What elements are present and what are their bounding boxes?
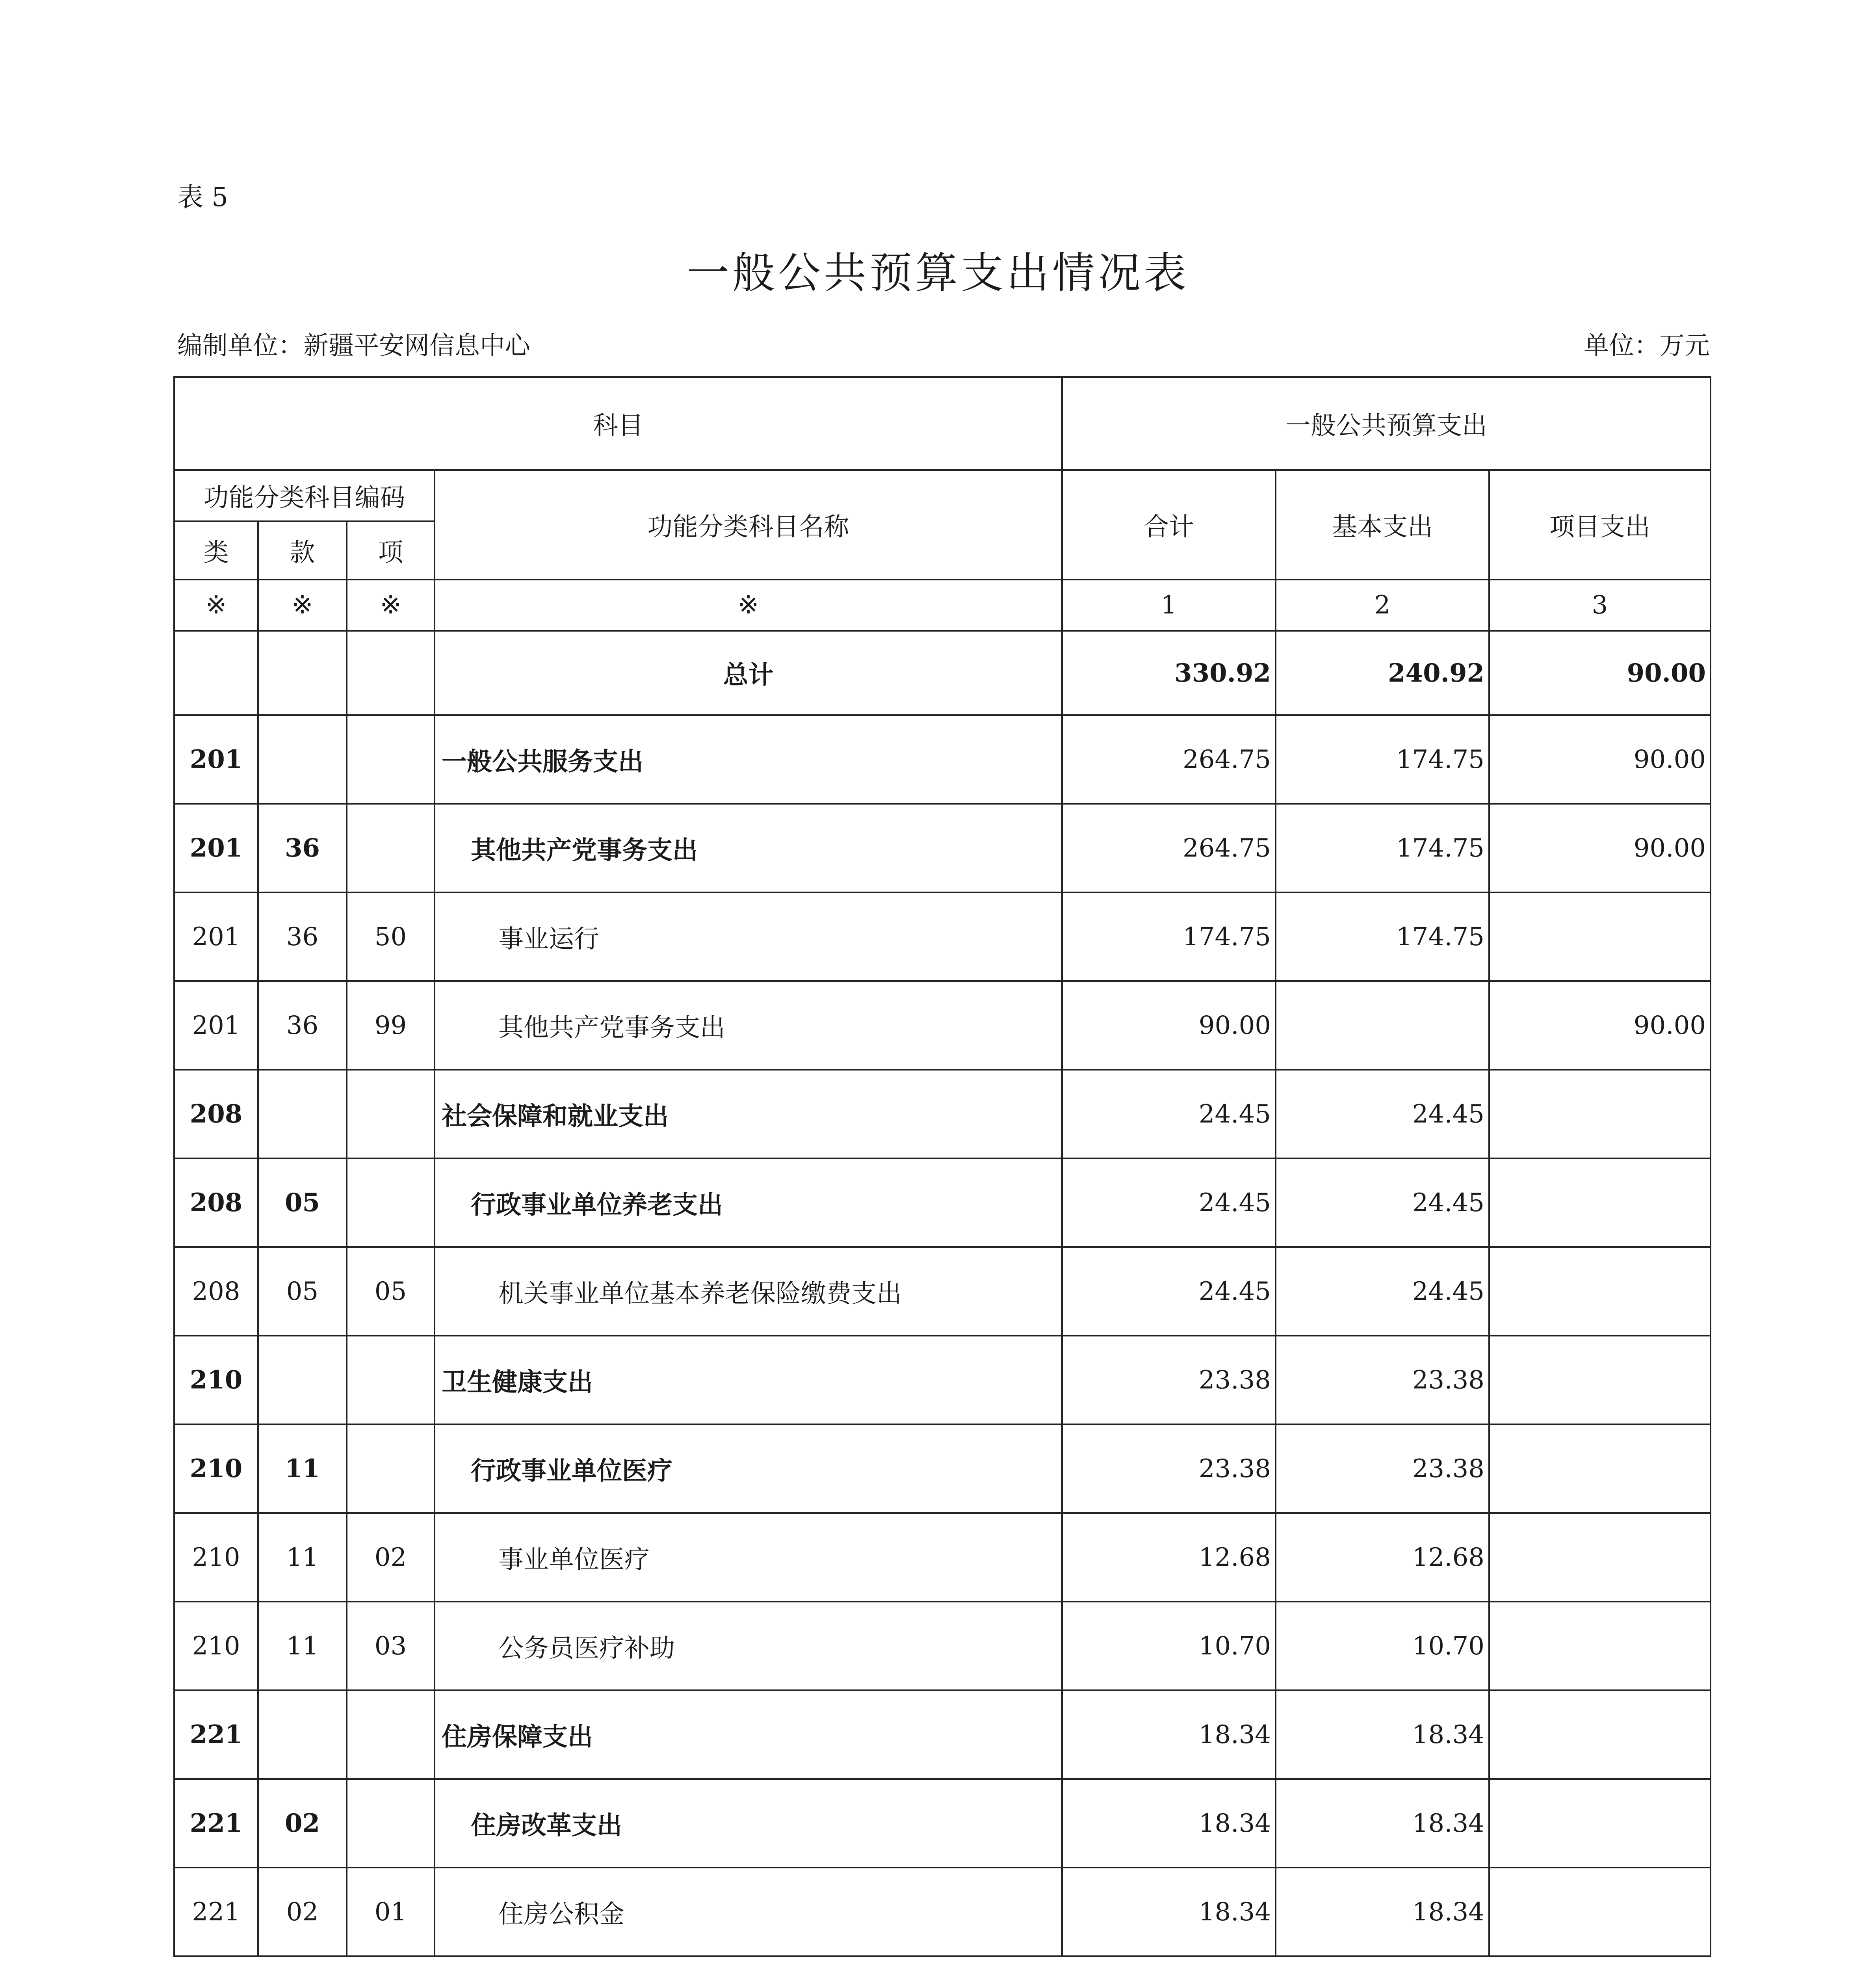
subject-name-cell: 住房保障支出 <box>435 1690 1062 1779</box>
header-kuan: 款 <box>258 521 347 580</box>
total-cell: 18.34 <box>1062 1779 1276 1868</box>
header-row-1 <box>174 377 1711 470</box>
basic-cell: 18.34 <box>1276 1779 1489 1868</box>
code-lei-cell: 221 <box>174 1779 258 1868</box>
basic-cell <box>1276 981 1489 1070</box>
basic-cell: 23.38 <box>1276 1424 1489 1513</box>
header-row-2 <box>174 470 1711 521</box>
total-cell: 24.45 <box>1062 1158 1276 1247</box>
code-kuan-cell <box>258 715 347 804</box>
basic-cell: 24.45 <box>1276 1247 1489 1336</box>
header-subject-name: 功能分类科目名称 <box>435 470 1062 580</box>
code-xiang-cell: 01 <box>347 1868 435 1956</box>
basic-cell: 24.45 <box>1276 1070 1489 1158</box>
subject-name-cell: 事业单位医疗 <box>435 1513 1062 1602</box>
basic-cell: 12.68 <box>1276 1513 1489 1602</box>
basic-cell: 18.34 <box>1276 1690 1489 1779</box>
table-row <box>174 1868 1711 1956</box>
code-xiang-cell <box>347 715 435 804</box>
header-basic: 基本支出 <box>1276 470 1489 580</box>
subject-name-cell: 行政事业单位养老支出 <box>435 1158 1062 1247</box>
code-lei-cell: 201 <box>174 804 258 892</box>
total-cell: 18.34 <box>1062 1868 1276 1956</box>
summary-xiang <box>347 631 435 715</box>
basic-cell: 18.34 <box>1276 1868 1489 1956</box>
basic-cell: 23.38 <box>1276 1336 1489 1424</box>
column-index-row <box>174 580 1711 631</box>
code-xiang-cell <box>347 1690 435 1779</box>
subject-name-cell: 住房改革支出 <box>435 1779 1062 1868</box>
subject-name-cell: 社会保障和就业支出 <box>435 1070 1062 1158</box>
project-cell: 90.00 <box>1489 981 1711 1070</box>
basic-cell: 174.75 <box>1276 892 1489 981</box>
table-row <box>174 1158 1711 1247</box>
basic-cell: 174.75 <box>1276 715 1489 804</box>
code-lei-cell: 210 <box>174 1513 258 1602</box>
mark-name: ※ <box>435 580 1062 631</box>
total-cell: 10.70 <box>1062 1602 1276 1690</box>
project-cell <box>1489 1779 1711 1868</box>
subject-name-cell: 公务员医疗补助 <box>435 1602 1062 1690</box>
code-xiang-cell: 50 <box>347 892 435 981</box>
header-general-budget: 一般公共预算支出 <box>1062 377 1711 470</box>
index-total: 1 <box>1062 580 1276 631</box>
code-lei-cell: 208 <box>174 1070 258 1158</box>
code-lei-cell: 208 <box>174 1158 258 1247</box>
header-code-group: 功能分类科目编码 <box>174 470 435 521</box>
summary-project: 90.00 <box>1489 631 1711 715</box>
table-row <box>174 1247 1711 1336</box>
project-cell <box>1489 1070 1711 1158</box>
code-kuan-cell <box>258 1336 347 1424</box>
table-row <box>174 892 1711 981</box>
code-xiang-cell <box>347 1158 435 1247</box>
summary-row <box>174 631 1711 715</box>
code-lei-cell: 221 <box>174 1690 258 1779</box>
mark-lei: ※ <box>174 580 258 631</box>
compiling-unit: 编制单位：新疆平安网信息中心 <box>177 331 530 361</box>
code-kuan-cell: 36 <box>258 892 347 981</box>
project-cell: 90.00 <box>1489 715 1711 804</box>
project-cell <box>1489 1868 1711 1956</box>
total-cell: 264.75 <box>1062 804 1276 892</box>
code-kuan-cell: 11 <box>258 1424 347 1513</box>
code-xiang-cell <box>347 1070 435 1158</box>
summary-lei <box>174 631 258 715</box>
total-cell: 23.38 <box>1062 1424 1276 1513</box>
basic-cell: 24.45 <box>1276 1158 1489 1247</box>
subject-name-cell: 住房公积金 <box>435 1868 1062 1956</box>
code-xiang-cell <box>347 1779 435 1868</box>
header-xiang: 项 <box>347 521 435 580</box>
subject-name-cell: 事业运行 <box>435 892 1062 981</box>
code-kuan-cell: 36 <box>258 804 347 892</box>
mark-xiang: ※ <box>347 580 435 631</box>
project-cell <box>1489 1336 1711 1424</box>
code-lei-cell: 201 <box>174 981 258 1070</box>
subject-name-cell: 行政事业单位医疗 <box>435 1424 1062 1513</box>
code-xiang-cell <box>347 1336 435 1424</box>
subject-name-cell: 一般公共服务支出 <box>435 715 1062 804</box>
total-cell: 12.68 <box>1062 1513 1276 1602</box>
code-kuan-cell <box>258 1690 347 1779</box>
table-row <box>174 1070 1711 1158</box>
table-row <box>174 1513 1711 1602</box>
code-xiang-cell: 03 <box>347 1602 435 1690</box>
code-xiang-cell <box>347 804 435 892</box>
mark-kuan: ※ <box>258 580 347 631</box>
table-row <box>174 715 1711 804</box>
table-row <box>174 804 1711 892</box>
code-kuan-cell: 02 <box>258 1868 347 1956</box>
total-cell: 24.45 <box>1062 1247 1276 1336</box>
summary-total: 330.92 <box>1062 631 1276 715</box>
project-cell <box>1489 1513 1711 1602</box>
header-lei: 类 <box>174 521 258 580</box>
header-total: 合计 <box>1062 470 1276 580</box>
table-row <box>174 981 1711 1070</box>
code-lei-cell: 208 <box>174 1247 258 1336</box>
header-project: 项目支出 <box>1489 470 1711 580</box>
index-project: 3 <box>1489 580 1711 631</box>
subject-name-cell: 其他共产党事务支出 <box>435 981 1062 1070</box>
subject-name-cell: 其他共产党事务支出 <box>435 804 1062 892</box>
code-xiang-cell: 02 <box>347 1513 435 1602</box>
total-cell: 24.45 <box>1062 1070 1276 1158</box>
summary-basic: 240.92 <box>1276 631 1489 715</box>
code-xiang-cell: 99 <box>347 981 435 1070</box>
code-kuan-cell: 11 <box>258 1602 347 1690</box>
code-lei-cell: 221 <box>174 1868 258 1956</box>
project-cell <box>1489 1247 1711 1336</box>
index-basic: 2 <box>1276 580 1489 631</box>
basic-cell: 174.75 <box>1276 804 1489 892</box>
budget-table <box>173 376 1711 1957</box>
code-lei-cell: 210 <box>174 1424 258 1513</box>
total-cell: 174.75 <box>1062 892 1276 981</box>
currency-unit: 单位：万元 <box>1584 331 1710 361</box>
code-lei-cell: 201 <box>174 892 258 981</box>
code-kuan-cell: 05 <box>258 1247 347 1336</box>
summary-kuan <box>258 631 347 715</box>
table-row <box>174 1779 1711 1868</box>
page-title: 一般公共预算支出情况表 <box>686 249 1189 298</box>
basic-cell: 10.70 <box>1276 1602 1489 1690</box>
code-lei-cell: 210 <box>174 1602 258 1690</box>
table-row <box>174 1602 1711 1690</box>
total-cell: 264.75 <box>1062 715 1276 804</box>
project-cell: 90.00 <box>1489 804 1711 892</box>
summary-label: 总计 <box>435 631 1062 715</box>
project-cell <box>1489 892 1711 981</box>
project-cell <box>1489 1424 1711 1513</box>
code-lei-cell: 201 <box>174 715 258 804</box>
header-subject: 科目 <box>174 377 1062 470</box>
code-kuan-cell <box>258 1070 347 1158</box>
subject-name-cell: 卫生健康支出 <box>435 1336 1062 1424</box>
total-cell: 23.38 <box>1062 1336 1276 1424</box>
code-kuan-cell: 05 <box>258 1158 347 1247</box>
table-number: 表 5 <box>177 182 228 212</box>
subject-name-cell: 机关事业单位基本养老保险缴费支出 <box>435 1247 1062 1336</box>
code-kuan-cell: 36 <box>258 981 347 1070</box>
project-cell <box>1489 1158 1711 1247</box>
table-row <box>174 1424 1711 1513</box>
total-cell: 18.34 <box>1062 1690 1276 1779</box>
code-xiang-cell <box>347 1424 435 1513</box>
table-row <box>174 1336 1711 1424</box>
code-kuan-cell: 02 <box>258 1779 347 1868</box>
project-cell <box>1489 1602 1711 1690</box>
table-row <box>174 1690 1711 1779</box>
code-kuan-cell: 11 <box>258 1513 347 1602</box>
code-lei-cell: 210 <box>174 1336 258 1424</box>
total-cell: 90.00 <box>1062 981 1276 1070</box>
code-xiang-cell: 05 <box>347 1247 435 1336</box>
project-cell <box>1489 1690 1711 1779</box>
